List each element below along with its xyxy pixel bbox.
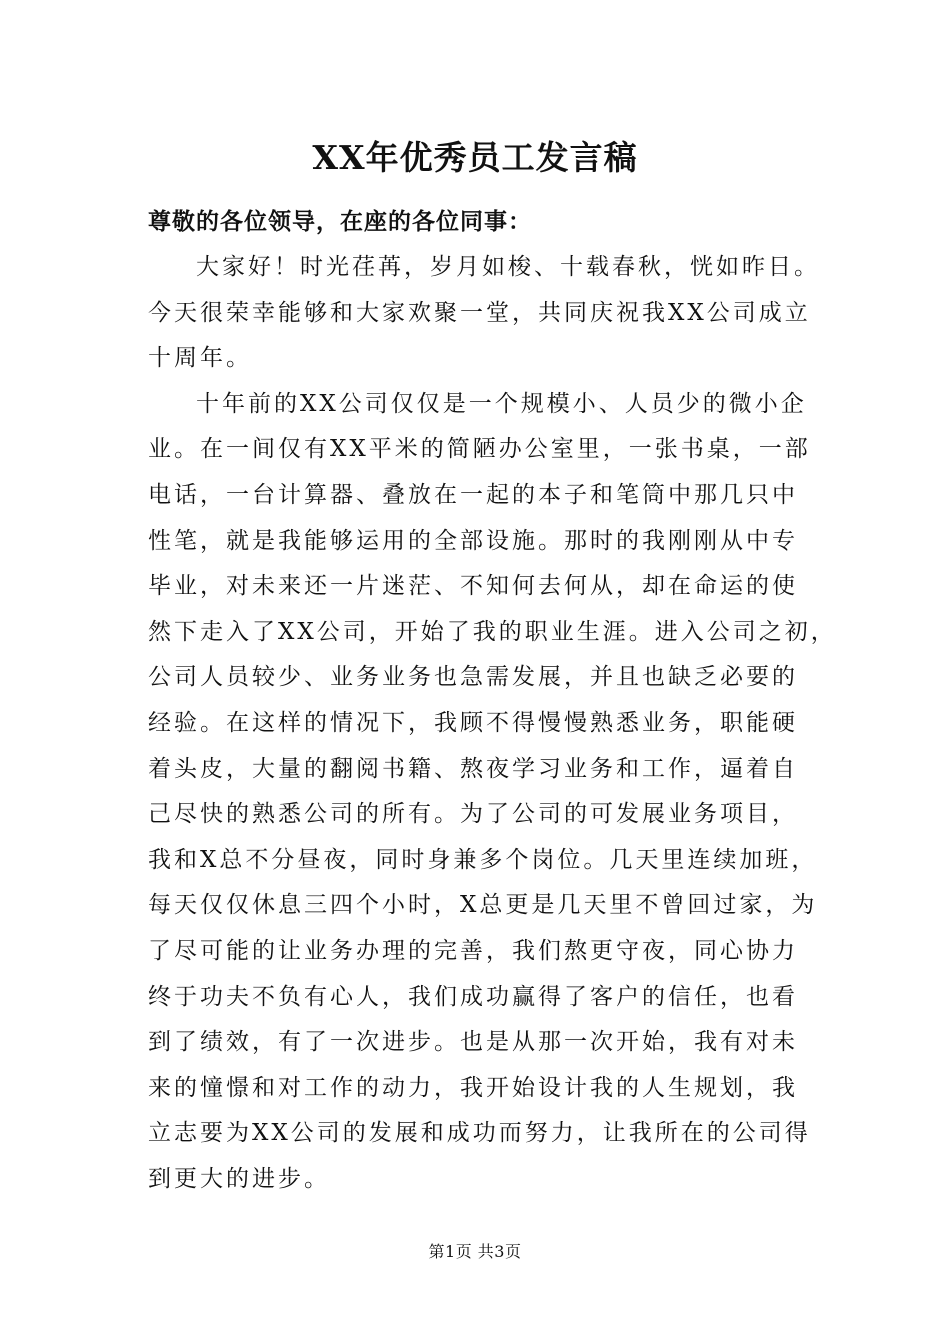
text-line: 了尽可能的让业务办理的完善，我们熬更守夜，同心协力 (148, 937, 798, 964)
paragraph (148, 245, 828, 382)
text-line: 毕业，对未来还一片迷茫、不知何去何从，却在命运的使 (148, 573, 798, 600)
text-line: 己尽快的熟悉公司的所有。为了公司的可发展业务项目， (148, 801, 798, 828)
page-number-footer: 第1页 共3页 (428, 1242, 522, 1261)
text-line: 然下走入了XX公司，开始了我的职业生涯。进入公司之初， (148, 618, 837, 645)
text-line: 今天很荣幸能够和大家欢聚一堂，共同庆祝我XX公司成立 (148, 299, 811, 326)
text-line: 性笔，就是我能够运用的全部设施。那时的我刚刚从中专 (148, 527, 798, 554)
paragraph (148, 382, 837, 1203)
text-line: 着头皮，大量的翻阅书籍、熬夜学习业务和工作，逼着自 (148, 755, 798, 782)
document-body (148, 245, 837, 1202)
text-line: 到更大的进步。 (148, 1165, 330, 1192)
text-line: 我和X总不分昼夜，同时身兼多个岗位。几天里连续加班， (148, 846, 818, 873)
text-line: 到了绩效，有了一次进步。也是从那一次开始，我有对未 (148, 1029, 798, 1056)
text-line: 公司人员较少、业务业务也急需发展，并且也缺乏必要的 (148, 664, 798, 691)
text-line: 业。在一间仅有XX平米的简陋办公室里，一张书桌，一部 (148, 436, 811, 463)
text-line: 大家好！时光荏苒，岁月如梭、十载春秋，恍如昨日。 (196, 254, 820, 280)
text-line: 来的憧憬和对工作的动力，我开始设计我的人生规划，我 (148, 1074, 798, 1101)
text-line: 每天仅仅休息三四个小时，X总更是几天里不曾回过家，为 (148, 892, 818, 919)
text-line: 经验。在这样的情况下，我顾不得慢慢熟悉业务，职能硬 (148, 709, 798, 736)
text-line: 立志要为XX公司的发展和成功而努力，让我所在的公司得 (148, 1120, 811, 1147)
salutation: 尊敬的各位领导，在座的各位同事： (148, 208, 532, 235)
text-line: 十周年。 (148, 345, 252, 372)
text-line: 电话，一台计算器、叠放在一起的本子和笔筒中那几只中 (148, 481, 798, 508)
text-line: 终于功夫不负有心人，我们成功赢得了客户的信任，也看 (148, 983, 798, 1010)
text-line: 十年前的XX公司仅仅是一个规模小、人员少的微小企 (196, 390, 807, 417)
document-title: XX年优秀员工发言稿 (312, 138, 638, 177)
